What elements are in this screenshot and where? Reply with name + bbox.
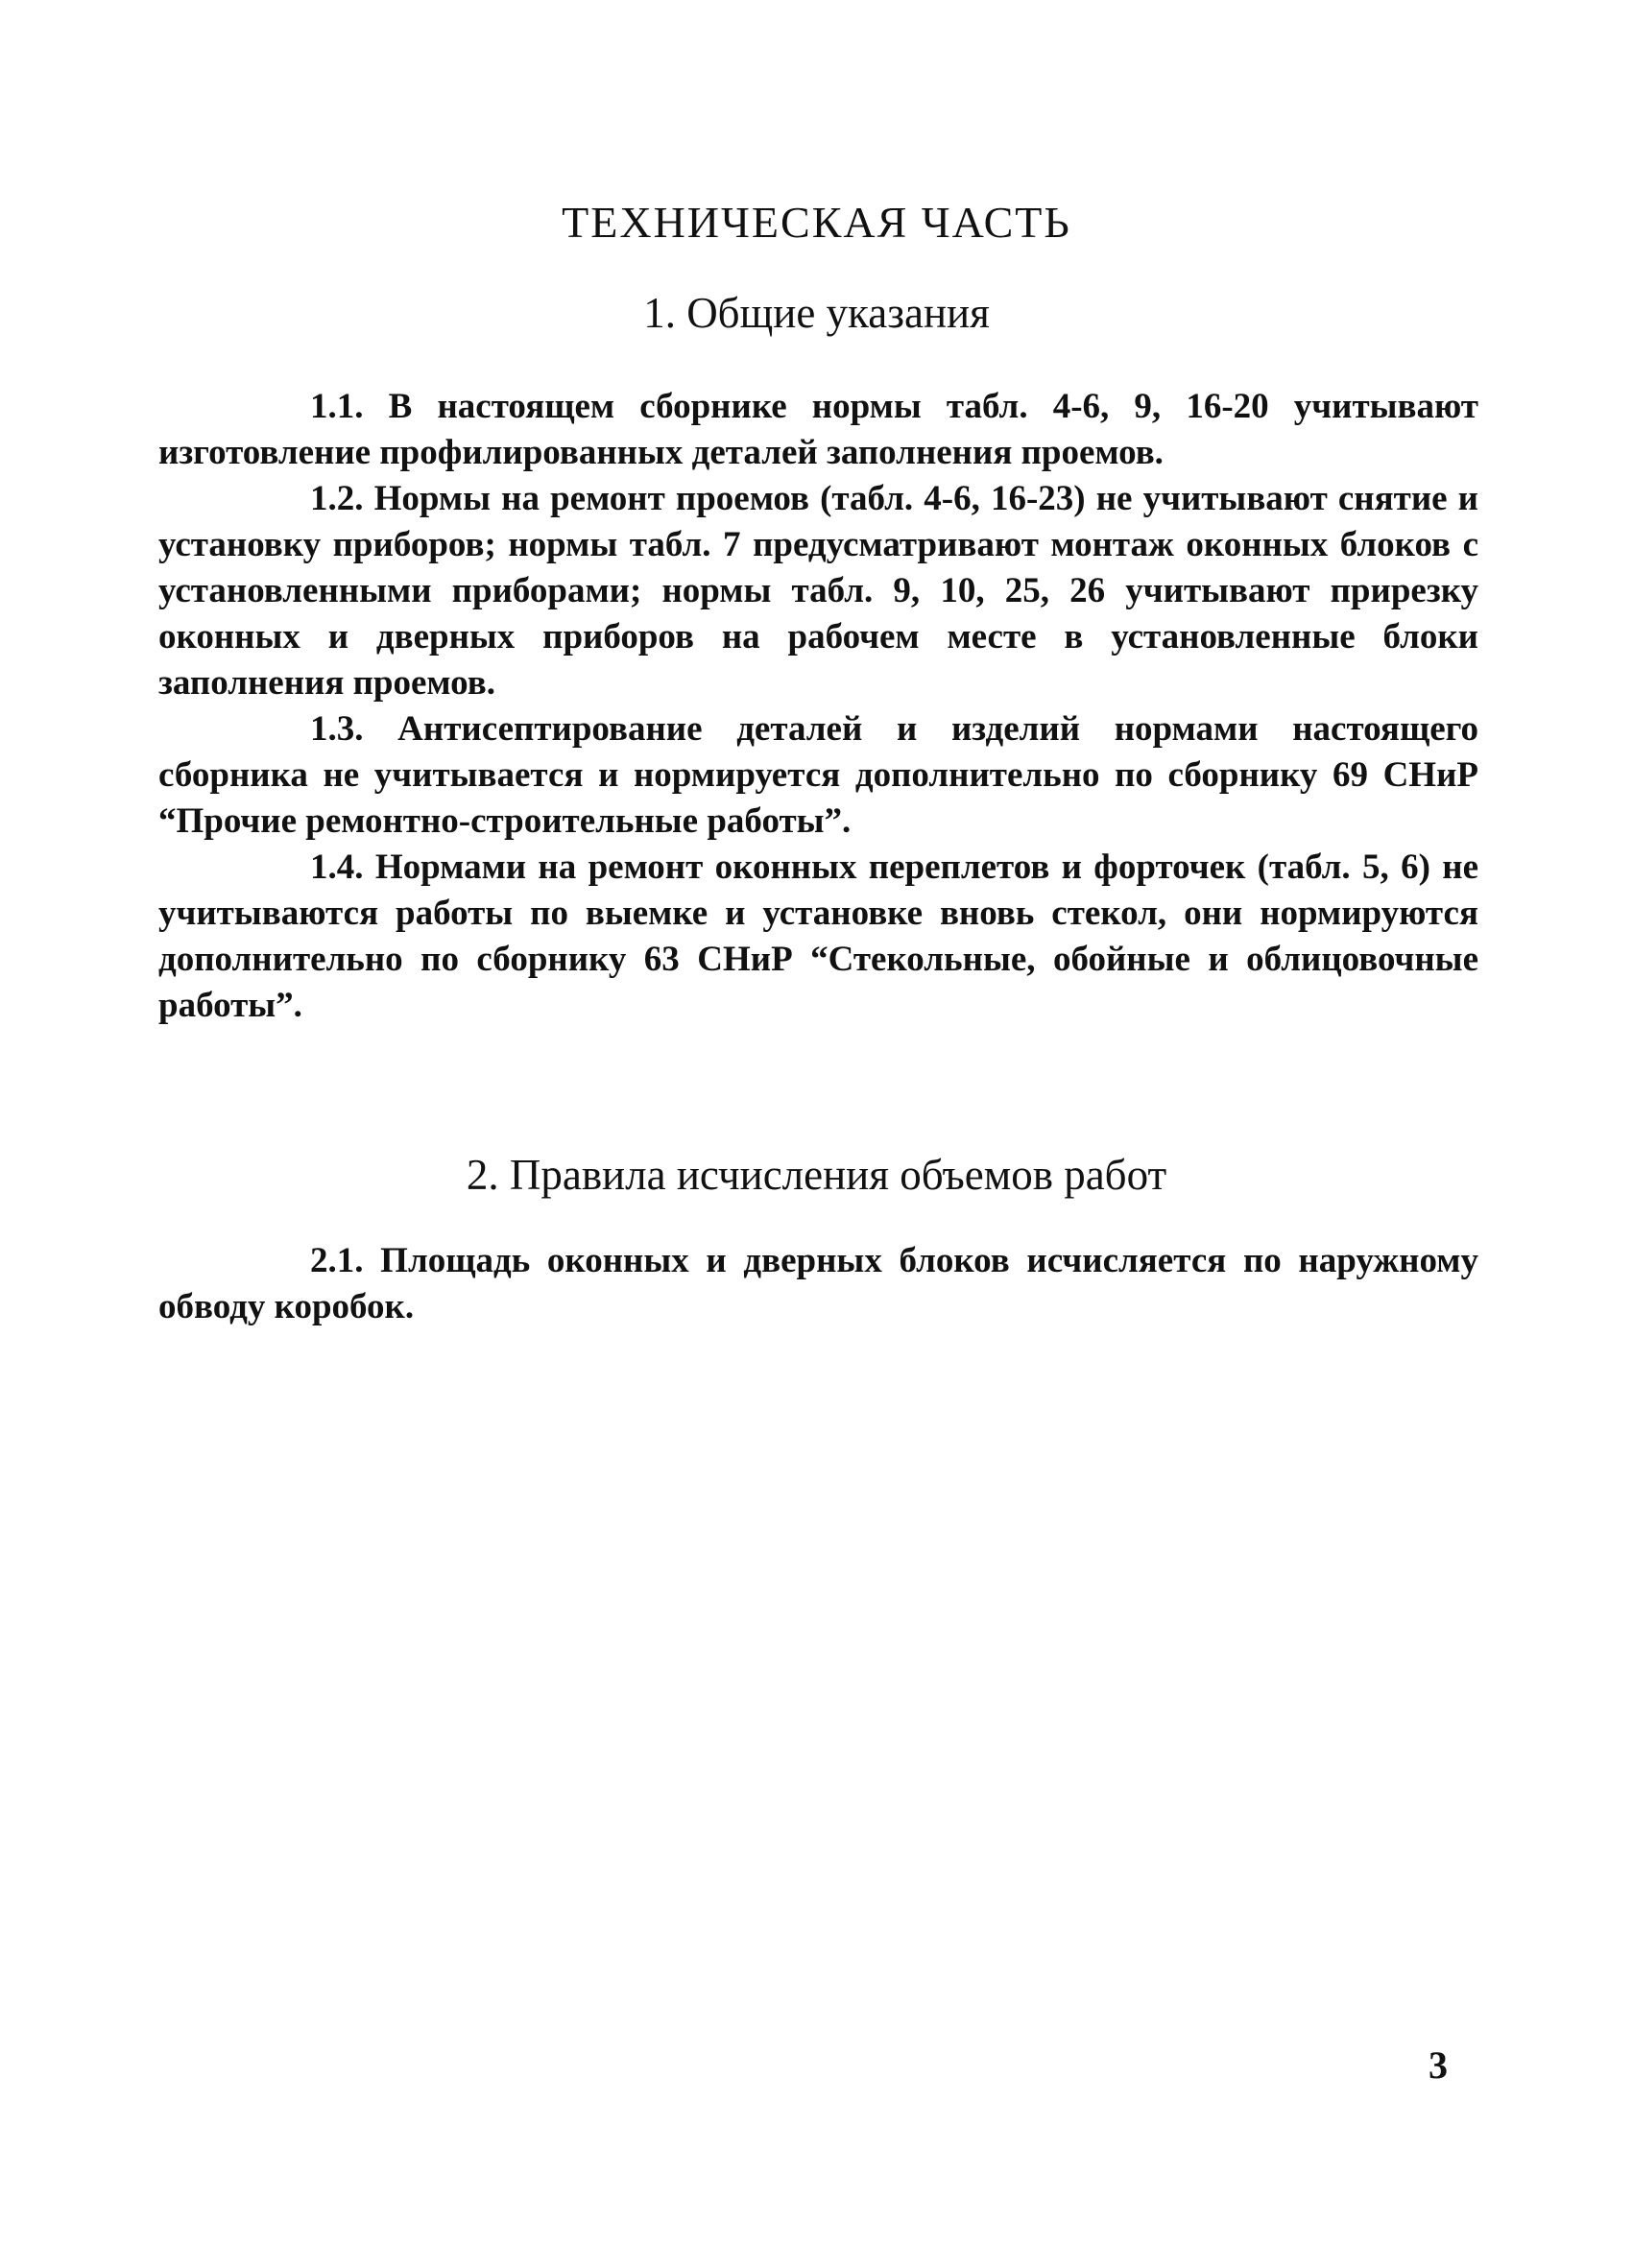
document-title: ТЕХНИЧЕСКАЯ ЧАСТЬ <box>562 198 1071 247</box>
paragraph-1-2: 1.2. Нормы на ремонт проемов (табл. 4-6, 16-23) не учитывают снятие и установку приборов; нормы табл. 7 предусматривают монтаж оконных блоков с установленными приборами; нормы табл. 9, 10, 25, 26 учитывают прирезку оконных и дверных приборов на рабочем месте в установленные блоки заполнения проемов. <box>158 479 1478 703</box>
section-heading-volume-rules: 2. Правила исчисления объемов работ <box>466 1151 1167 1199</box>
paragraph-1-1: 1.1. В настоящем сборнике нормы табл. 4-6, 9, 16-20 учитывают изготовление профилированных деталей заполнения проемов. <box>158 387 1478 472</box>
page-number: 3 <box>1429 2043 1448 2087</box>
paragraph-2-1: 2.1. Площадь оконных и дверных блоков исчисляется по наружному обводу коробок. <box>158 1241 1478 1326</box>
section-volume-rules-body <box>158 1238 1478 1330</box>
paragraph-1-3: 1.3. Антисептирование деталей и изделий нормами настоящего сборника не учитывается и нормируется дополнительно по сборнику 69 СНиР “Прочие ремонтно-строительные работы”. <box>158 709 1478 841</box>
section-heading-general: 1. Общие указания <box>643 289 990 337</box>
section-general-body <box>158 384 1478 1029</box>
paragraph-1-4: 1.4. Нормами на ремонт оконных переплетов и форточек (табл. 5, 6) не учитываются работы по выемке и установке вновь стекол, они нормируются дополнительно по сборнику 63 СНиР “Стекольные, обойные и облицовочные работы”. <box>158 848 1478 1025</box>
